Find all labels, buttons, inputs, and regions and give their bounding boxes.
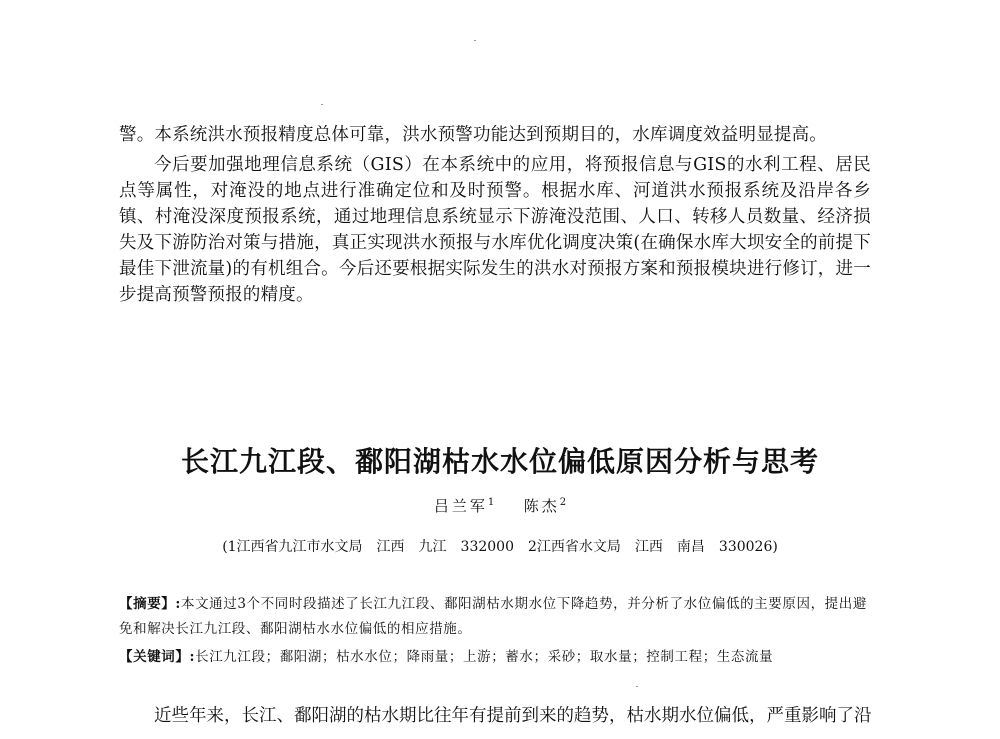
author-line xyxy=(0,495,1000,516)
keywords-text: 长江九江段；鄱阳湖；枯水水位；降雨量；上游；蓄水；采砂；取水量；控制工程；生态流量 xyxy=(195,649,774,665)
keywords-label: 【关键词】: xyxy=(119,649,196,665)
author-name: 陈杰 xyxy=(523,497,560,515)
abstract-label: 【摘要】: xyxy=(119,596,181,612)
body-paragraph: 近些年来，长江、鄱阳湖的枯水期比往年有提前到来的趋势，枯水期水位偏低，严重影响了沿 xyxy=(154,706,872,726)
author-name: 吕兰军 xyxy=(433,497,488,515)
abstract xyxy=(119,592,874,642)
abstract-text: 本文通过3个不同时段描述了长江九江段、鄱阳湖枯水期水位下降趋势，并分析了水位偏低的主要原因，提出避免和解决长江九江段、鄱阳湖枯水水位偏低的相应措施。 xyxy=(119,596,867,637)
scan-speck xyxy=(321,104,323,105)
previous-article-paragraph: 今后要加强地理信息系统（GIS）在本系统中的应用，将预报信息与GIS的水利工程、居民点等属性，对淹没的地点进行准确定位和及时预警。根据水库、河道洪水预报系统及沿岸各乡镇、村淹没深度预报系统，通过地理信息系统显示下游淹没范围、人口、转移人员数量、经济损失及下游防治对策与措施，真正实现洪水预报与水库优化调度决策(在确保水库大坝安全的前提下最佳下泄流量)的有机组合。今后还要根据实际发生的洪水对预报方案和预报模块进行修订，进一步提高预警预报的精度。 xyxy=(119,155,871,305)
article-title: 长江九江段、鄱阳湖枯水水位偏低原因分析与思考 xyxy=(180,445,819,478)
keywords xyxy=(119,645,874,665)
previous-article-paragraph: 警。本系统洪水预报精度总体可靠，洪水预警功能达到预期目的，水库调度效益明显提高。 xyxy=(119,125,827,145)
author-affiliation-marker: 1 xyxy=(487,497,495,508)
affiliation-line: (1江西省九江市水文局 江西 九江 332000 2江西省水文局 江西 南昌 330026) xyxy=(222,539,778,555)
scan-speck xyxy=(474,40,476,41)
scan-speck xyxy=(636,686,638,687)
author-affiliation-marker: 2 xyxy=(559,497,567,508)
